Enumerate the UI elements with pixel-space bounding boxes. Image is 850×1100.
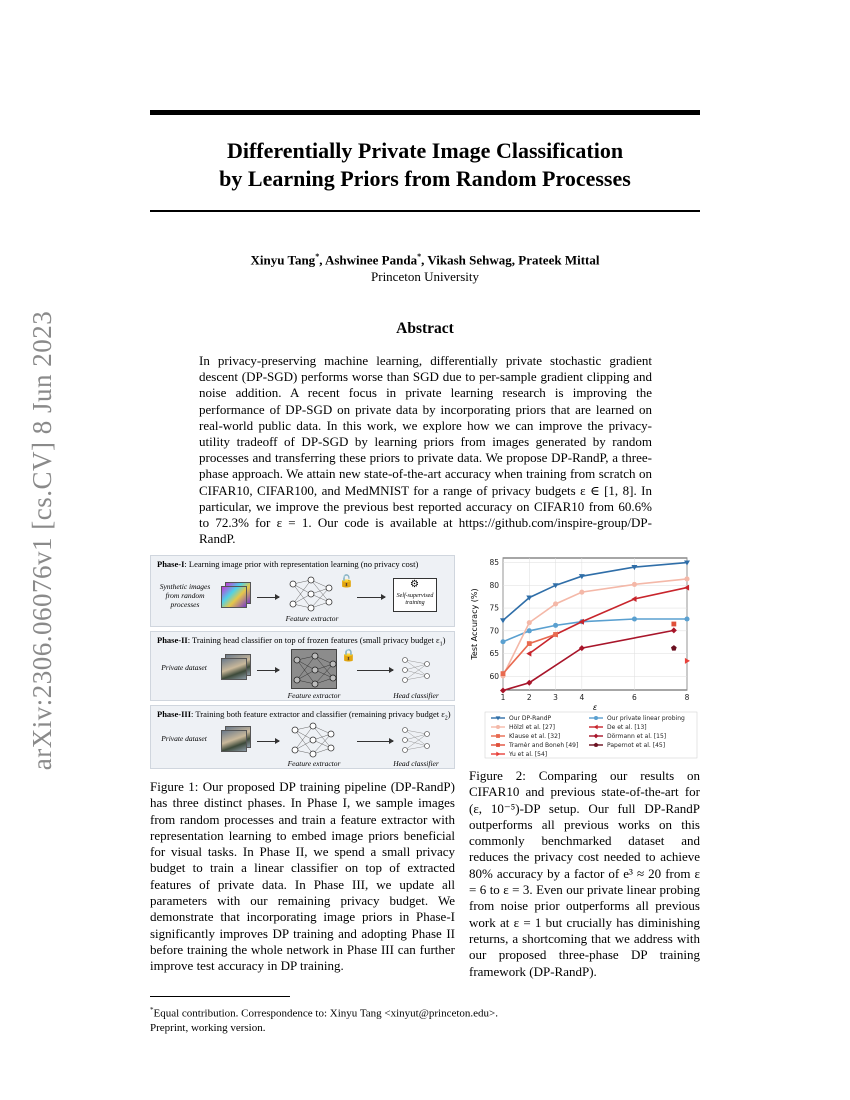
data-point	[632, 616, 637, 621]
private-dataset-label-2: Private dataset	[161, 734, 207, 743]
footnote-line-1	[150, 1003, 700, 1021]
phase-2-panel	[150, 631, 455, 701]
series-8	[685, 658, 690, 664]
author-3-4: Vikash Sehwag, Prateek Mittal	[427, 252, 600, 268]
footnote-line-2: Preprint, working version.	[150, 1021, 266, 1034]
feature-extractor-label-1: Feature extractor	[285, 614, 339, 623]
arrow-icon	[257, 670, 279, 671]
equal-contrib-mark: *	[315, 252, 320, 261]
synthetic-images-label: Synthetic images from random processes	[159, 582, 211, 609]
arrow-icon	[257, 741, 279, 742]
data-point	[685, 658, 690, 664]
y-tick-label: 70	[489, 626, 499, 636]
x-tick-label: 4	[579, 693, 585, 702]
y-tick-label: 85	[489, 558, 499, 568]
author-2: Ashwinee Panda	[324, 252, 418, 268]
arrow-icon	[257, 597, 279, 598]
data-point	[500, 639, 505, 644]
private-image	[221, 730, 247, 752]
legend	[485, 712, 697, 758]
x-axis-label: ε	[592, 703, 598, 712]
author-block	[150, 248, 700, 285]
feature-extractor-label-2: Feature extractor	[287, 691, 341, 700]
noise-image	[221, 586, 247, 608]
accuracy-chart	[465, 552, 700, 760]
title-line-2: by Learning Priors from Random Processes	[219, 166, 631, 191]
footnote-rule	[150, 996, 290, 997]
legend-marker	[496, 743, 500, 747]
data-point	[553, 623, 558, 628]
x-tick-label: 1	[500, 693, 506, 702]
legend-label: De et al. [13]	[607, 724, 647, 732]
figure-1-pipeline	[150, 555, 455, 769]
phase-3-title: Phase-III: Training both feature extractor and classifier (remaining privacy budget $\varepsilon_2$)	[157, 709, 451, 722]
title-top-rule	[150, 110, 700, 115]
data-point	[684, 576, 689, 581]
footnote-text-1: Equal contribution. Correspondence to: Xinyu Tang <xinyut@princeton.edu>.	[153, 1007, 498, 1020]
phase-1-panel	[150, 555, 455, 627]
data-point	[553, 601, 558, 606]
y-axis-label: Test Accuracy (%)	[470, 588, 479, 660]
data-point	[527, 620, 532, 625]
author-1: Xinyu Tang	[250, 252, 316, 268]
abstract-body: In privacy-preserving machine learning, differentially private stochastic gradient descent (DP-SGD) performs worse than SGD due to per-sample gradient clipping and noise addition. A recent focus in private learning research is improving the performance of DP-SGD on private data by incorporating priors that are learned on real-world public data. In this work, we explore how we can improve the privacy-utility tradeoff of DP-SGD by learning priors from images generated by random processes and transferring these priors to private data. We propose DP-RandP, a three-phase approach. We attain new state-of-the-art accuracy when training from scratch on CIFAR10, CIFAR100, and MedMNIST for a range of privacy budgets ε ∈ [1, 8]. In particular, we improve the previous best reported accuracy on CIFAR10 from 60.6% to 72.3% for ε = 1. Our code is available at https://github.com/inspire-group/DP-RandP.	[199, 353, 652, 547]
legend-label: Dörmann et al. [15]	[607, 733, 667, 741]
phase-2-title: Phase-II: Training head classifier on top of frozen features (small privacy budget $\varepsilon_1$)	[157, 635, 446, 648]
legend-marker	[594, 716, 598, 720]
figure-1-caption: Figure 1: Our proposed DP training pipeline (DP-RandP) has three distinct phases. In Phase I, we sample images from random processes and train a feature extractor with representation learning to embed image priors beneficial for visual tasks. In Phase II, we spend a small privacy budget to train a linear classifier on top of extracted features of private data. In Phase III, we update all parameters with our remaining privacy budget. We demonstrate that incorporating image priors in Phase-I significantly improves DP training and adopting Phase II before training the whole network in Phase III can further improve test accuracy in DP training.	[150, 779, 455, 974]
self-supervised-box	[393, 578, 437, 612]
legend-label: Our DP-RandP	[509, 715, 552, 723]
abstract-heading: Abstract	[396, 320, 454, 337]
figure-2-chart	[465, 552, 700, 760]
equal-contrib-mark: *	[417, 252, 422, 261]
data-point	[553, 632, 558, 637]
y-tick-label: 65	[489, 649, 499, 659]
legend-label: Yu et al. [54]	[509, 751, 548, 759]
private-image	[221, 658, 247, 680]
x-tick-label: 3	[553, 693, 558, 702]
y-tick-label: 75	[489, 603, 499, 613]
legend-marker	[496, 734, 500, 738]
feature-extractor-label-3: Feature extractor	[287, 759, 341, 768]
figure-2-caption: Figure 2: Comparing our results on CIFAR10 and previous state-of-the-art for (ε, 10⁻⁵)-DP setup. Our full DP-RandP outperforms all previous works on this commonly benchmarked dataset and reduces the privacy cost needed to achieve 80% accuracy by a factor of e³ ≈ 20 from ε = 6 to ε = 3. Even our private linear probing from noise prior outperforms all previous work at ε = 1 but crucially has diminishing returns, a shortcoming that we address with our proposed three-phase DP training framework (DP-RandP).	[469, 768, 700, 979]
x-tick-label: 8	[684, 693, 690, 702]
author-names: Xinyu Tang*, Ashwinee Panda*, Vikash Sehwag, Prateek Mittal	[250, 252, 600, 268]
head-classifier-label-2: Head classifier	[393, 759, 439, 768]
head-classifier-icon	[401, 654, 431, 686]
data-point	[501, 671, 506, 676]
title-line-1: Differentially Private Image Classification	[226, 138, 624, 163]
footnote	[150, 1003, 700, 1035]
data-point	[684, 616, 689, 621]
legend-label: Our private linear probing	[607, 715, 685, 723]
frozen-network-icon	[293, 650, 337, 690]
legend-label: Klause et al. [32]	[509, 733, 561, 741]
arrow-icon	[357, 597, 385, 598]
legend-label: Hölzl et al. [27]	[509, 724, 555, 732]
self-supervised-label: Self-supervised training	[396, 593, 434, 606]
neural-network-icon	[289, 574, 333, 614]
data-point	[632, 582, 637, 587]
series-6	[671, 622, 676, 627]
neural-network-icon	[291, 720, 335, 760]
affiliation: Princeton University	[371, 269, 479, 285]
data-point	[579, 590, 584, 595]
y-tick-label: 80	[489, 580, 499, 590]
footnote-mark: *	[150, 1006, 154, 1014]
legend-marker	[496, 725, 500, 729]
paper-title	[150, 137, 700, 193]
gear-icon: ⚙	[410, 579, 419, 590]
legend-label: Papernot et al. [45]	[607, 742, 666, 750]
data-point	[527, 628, 532, 633]
x-tick-label: 6	[632, 693, 637, 702]
lock-icon: 🔒	[341, 648, 356, 662]
legend-label: Tramèr and Boneh [49]	[509, 742, 579, 750]
head-classifier-label-1: Head classifier	[393, 691, 439, 700]
title-bottom-rule	[150, 210, 700, 212]
arrow-icon	[357, 670, 393, 671]
arxiv-identifier-text: arXiv:2306.06076v1 [cs.CV] 8 Jun 2023	[27, 310, 58, 770]
x-tick-label: 2	[526, 693, 532, 702]
data-point	[671, 622, 676, 627]
arxiv-identifier	[22, 300, 64, 780]
y-tick-label: 60	[489, 671, 499, 681]
arrow-icon	[357, 741, 393, 742]
data-point	[527, 641, 532, 646]
phase-1-title: Phase-I: Learning image prior with representation learning (no privacy cost)	[157, 559, 419, 569]
private-dataset-label-1: Private dataset	[161, 663, 207, 672]
unlock-icon: 🔓	[339, 574, 354, 588]
phase-3-panel	[150, 705, 455, 769]
head-classifier-icon	[401, 724, 431, 756]
